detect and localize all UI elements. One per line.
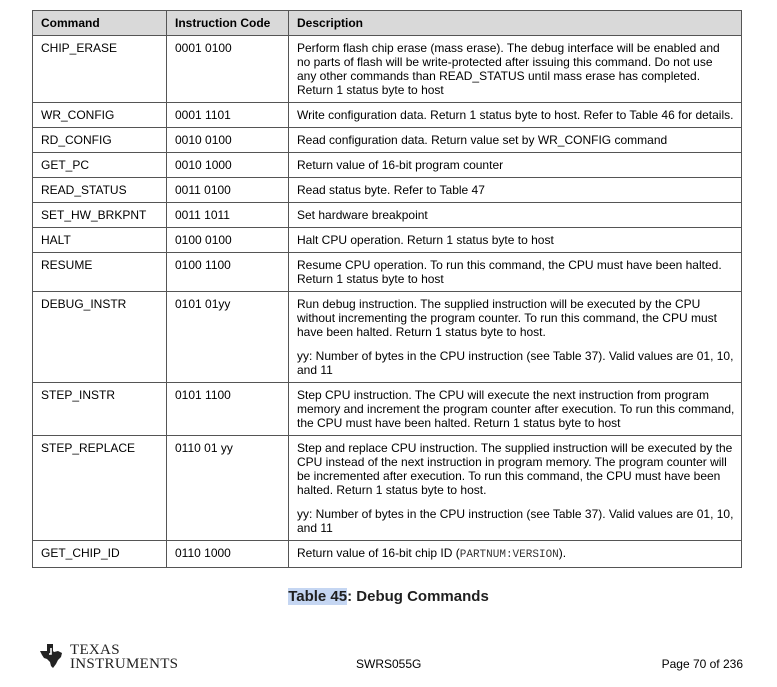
table-row	[33, 178, 742, 203]
table-row	[33, 253, 742, 292]
description-paragraph: Halt CPU operation. Return 1 status byte to host	[297, 233, 554, 247]
texas-state-icon	[38, 642, 66, 670]
description-cell	[289, 178, 742, 203]
document-id: SWRS055G	[356, 657, 422, 671]
command-cell: HALT	[33, 228, 167, 253]
description-cell	[289, 153, 742, 178]
description-cell	[289, 128, 742, 153]
logo-wordmark	[70, 643, 178, 671]
texas-instruments-logo	[38, 640, 179, 676]
description-paragraph: Set hardware breakpoint	[297, 208, 428, 222]
description-paragraph: yy: Number of bytes in the CPU instruction (see Table 37). Valid values are 01, 10, and 11	[297, 349, 734, 377]
table-row	[33, 203, 742, 228]
command-cell: GET_PC	[33, 153, 167, 178]
code-cell: 0001 1101	[167, 103, 289, 128]
code-cell: 0010 1000	[167, 153, 289, 178]
table-row	[33, 103, 742, 128]
command-cell: WR_CONFIG	[33, 103, 167, 128]
description-cell	[289, 203, 742, 228]
description-paragraph: Read configuration data. Return value set by WR_CONFIG command	[297, 133, 668, 147]
description-paragraph: Perform flash chip erase (mass erase). The debug interface will be enabled and no parts of flash will be write-protected after issuing this command. Do not use any other commands than READ_STATUS until mass erase has completed. Return 1 status byte to host	[297, 41, 720, 97]
command-cell: SET_HW_BRKPNT	[33, 203, 167, 228]
description-paragraph: Run debug instruction. The supplied instruction will be executed by the CPU without incrementing the program counter. To run this command, the CPU must have been halted. Return 1 status byte to host.	[297, 297, 717, 339]
code-cell: 0101 01yy	[167, 292, 289, 383]
command-cell: RD_CONFIG	[33, 128, 167, 153]
table-row	[33, 36, 742, 103]
page-footer	[0, 640, 777, 680]
table-caption	[0, 588, 777, 605]
description-cell	[289, 383, 742, 436]
description-text-end: ).	[558, 546, 567, 560]
description-paragraph: Step and replace CPU instruction. The supplied instruction will be executed by the CPU instead of the next instruction in program memory. The program counter will be incremented after execution. To run this command, the CPU must have been halted. Return 1 status byte to host.	[297, 441, 733, 497]
code-cell: 0110 1000	[167, 541, 289, 568]
table-caption-label: Table 45	[288, 588, 348, 605]
table-row	[33, 292, 742, 383]
table-header-row	[33, 11, 742, 36]
code-cell: 0011 1011	[167, 203, 289, 228]
code-cell: 0110 01 yy	[167, 436, 289, 541]
description-paragraph: Step CPU instruction. The CPU will execute the next instruction from program memory and increment the program counter after execution. To run this command, the CPU must have been halted. Return 1 status byte to host	[297, 388, 735, 430]
code-cell: 0010 0100	[167, 128, 289, 153]
header-command: Command	[33, 11, 167, 36]
command-cell: DEBUG_INSTR	[33, 292, 167, 383]
description-paragraph: yy: Number of bytes in the CPU instruction (see Table 37). Valid values are 01, 10, and 11	[297, 507, 734, 535]
description-text: Return value of 16-bit chip ID (	[297, 546, 460, 560]
table-row	[33, 541, 742, 568]
code-cell: 0001 0100	[167, 36, 289, 103]
table-row	[33, 436, 742, 541]
logo-word-2: INSTRUMENTS	[70, 656, 179, 672]
description-paragraph: Resume CPU operation. To run this command, the CPU must have been halted. Return 1 status byte to host	[297, 258, 722, 286]
code-cell: 0101 1100	[167, 383, 289, 436]
description-cell	[289, 253, 742, 292]
page-number: Page 70 of 236	[661, 657, 743, 671]
table-row	[33, 228, 742, 253]
table-row	[33, 128, 742, 153]
description-cell	[289, 36, 742, 103]
description-cell	[289, 541, 742, 568]
description-paragraph: Read status byte. Refer to Table 47	[297, 183, 485, 197]
description-cell	[289, 436, 742, 541]
command-cell: STEP_REPLACE	[33, 436, 167, 541]
command-cell: GET_CHIP_ID	[33, 541, 167, 568]
description-cell	[289, 292, 742, 383]
description-paragraph: Write configuration data. Return 1 status byte to host. Refer to Table 46 for details.	[297, 108, 734, 122]
code-cell: 0100 1100	[167, 253, 289, 292]
command-cell: CHIP_ERASE	[33, 36, 167, 103]
debug-commands-table	[32, 10, 742, 568]
table-caption-title: : Debug Commands	[347, 588, 489, 605]
header-instruction-code: Instruction Code	[167, 11, 289, 36]
description-cell	[289, 103, 742, 128]
header-description: Description	[289, 11, 742, 36]
command-cell: RESUME	[33, 253, 167, 292]
chip-id-format: PARTNUM:VERSION	[459, 549, 559, 561]
code-cell: 0011 0100	[167, 178, 289, 203]
description-paragraph: Return value of 16-bit program counter	[297, 158, 504, 172]
command-cell: READ_STATUS	[33, 178, 167, 203]
command-cell: STEP_INSTR	[33, 383, 167, 436]
description-cell	[289, 228, 742, 253]
table-row	[33, 383, 742, 436]
logo-word-1: TEXAS	[70, 642, 120, 658]
code-cell: 0100 0100	[167, 228, 289, 253]
table-row	[33, 153, 742, 178]
